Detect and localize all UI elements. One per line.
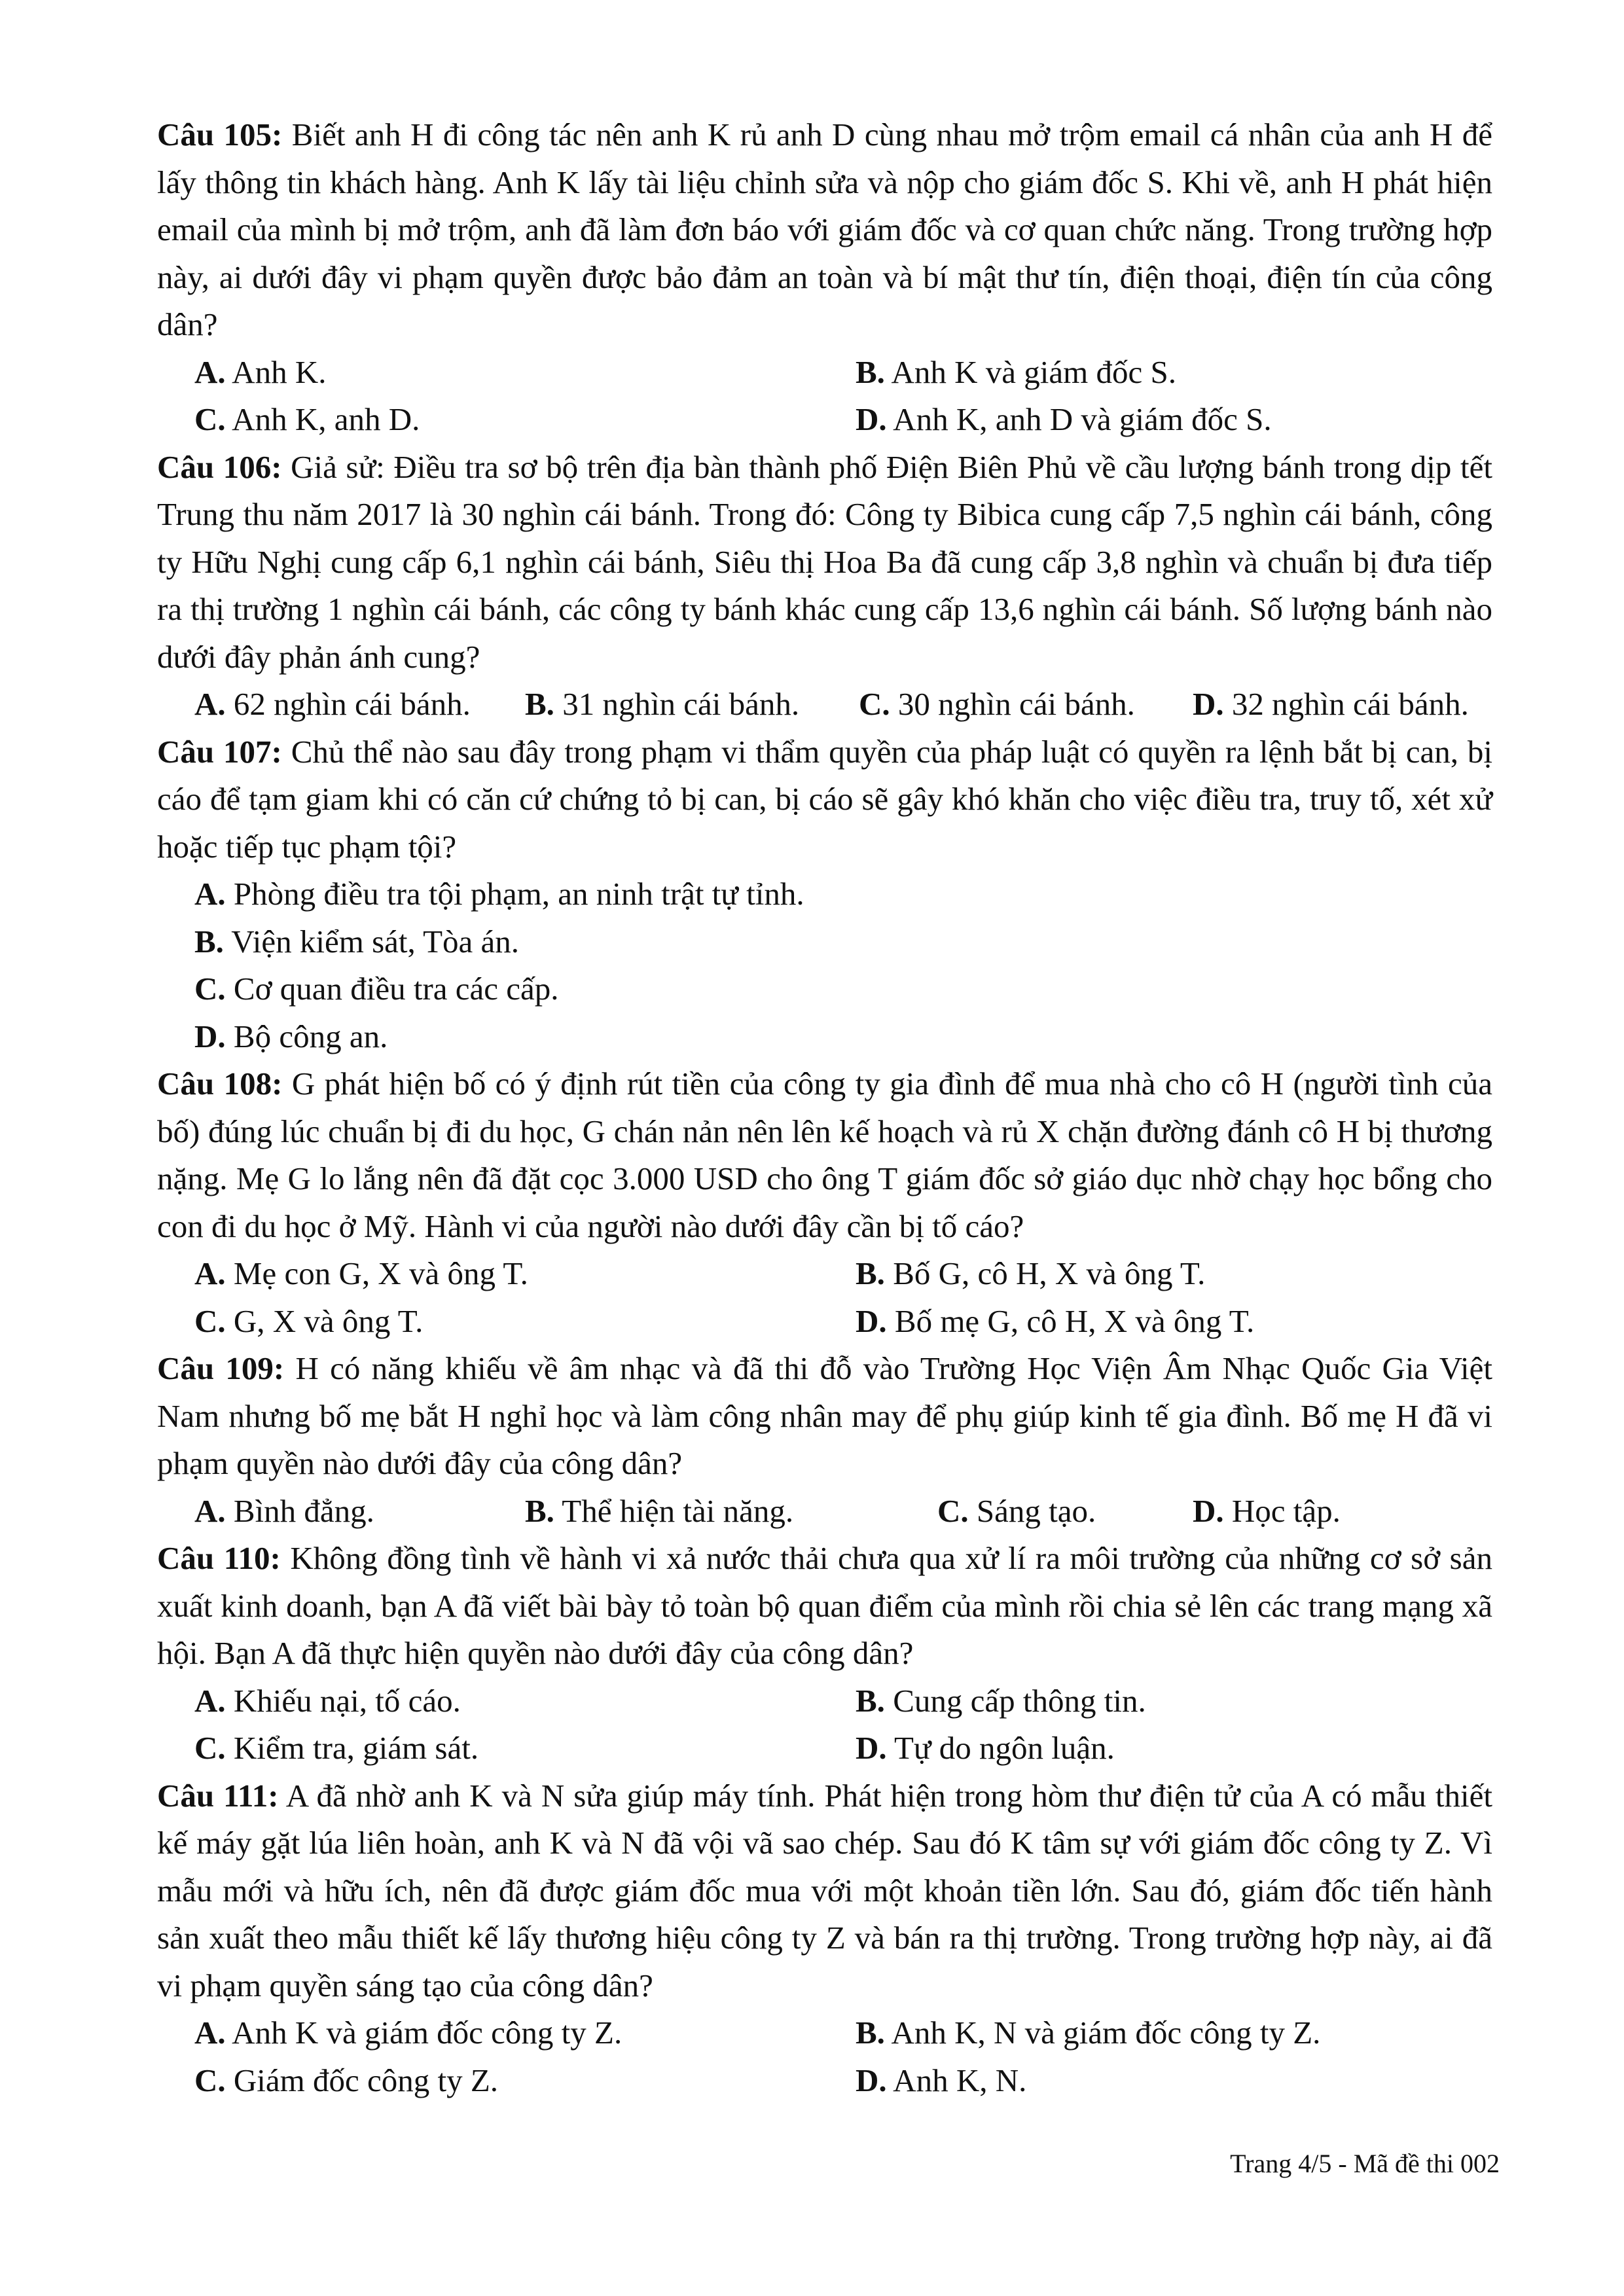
option-letter: A. bbox=[194, 1255, 226, 1291]
question-107 bbox=[157, 728, 1492, 1061]
question-text bbox=[157, 1060, 1492, 1250]
option-text: Sáng tạo. bbox=[968, 1492, 1096, 1529]
question-text bbox=[157, 111, 1492, 349]
option-text: Phòng điều tra tội phạm, an ninh trật tự tỉnh. bbox=[225, 876, 804, 912]
option-text: Kiểm tra, giám sát. bbox=[225, 1730, 479, 1766]
question-body: H có năng khiếu về âm nhạc và đã thi đỗ vào Trường Học Viện Âm Nhạc Quốc Gia Việt Nam nhưng bố mẹ bắt H nghỉ học và làm công nhân may để phụ giúp kinh tế gia đình. Bố mẹ H đã vi phạm quyền nào dưới đây của công dân? bbox=[157, 1350, 1492, 1481]
option-a bbox=[194, 2009, 856, 2057]
option-text: Học tập. bbox=[1223, 1492, 1341, 1529]
option-text: Bố mẹ G, cô H, X và ông T. bbox=[886, 1302, 1255, 1339]
option-letter: C. bbox=[194, 1302, 226, 1339]
options bbox=[157, 349, 1492, 444]
option-letter: B. bbox=[856, 1255, 885, 1291]
option-text: 31 nghìn cái bánh. bbox=[554, 686, 800, 722]
option-a bbox=[194, 870, 1492, 918]
option-letter: A. bbox=[194, 686, 226, 722]
option-text: Anh K, anh D và giám đốc S. bbox=[886, 401, 1272, 437]
option-letter: B. bbox=[856, 2015, 885, 2051]
option-text: 62 nghìn cái bánh. bbox=[225, 686, 471, 722]
option-text: Anh K, N. bbox=[886, 2062, 1027, 2098]
option-text: Anh K và giám đốc S. bbox=[884, 353, 1176, 390]
option-text: Anh K. bbox=[225, 353, 327, 390]
option-text: Giám đốc công ty Z. bbox=[225, 2062, 499, 2098]
option-text: Anh K và giám đốc công ty Z. bbox=[225, 2015, 623, 2051]
option-a bbox=[194, 681, 525, 728]
option-letter: C. bbox=[937, 1492, 969, 1529]
question-body: Giả sử: Điều tra sơ bộ trên địa bàn thành phố Điện Biên Phủ về cầu lượng bánh trong dịp tết Trung thu năm 2017 là 30 nghìn cái bánh. Trong đó: Công ty Bibica cung cấp 7,5 nghìn cái bánh, công ty Hữu Nghị cung cấp 6,1 nghìn cái bánh, Siêu thị Hoa Ba đã cung cấp 3,8 nghìn và chuẩn bị đưa tiếp ra thị trường 1 nghìn cái bánh, các công ty bánh khác cung cấp 13,6 nghìn cái bánh. Số lượng bánh nào dưới đây phản ánh cung? bbox=[157, 448, 1492, 675]
question-105 bbox=[157, 111, 1492, 444]
option-text: Anh K, anh D. bbox=[225, 401, 420, 437]
question-label: Câu 110: bbox=[157, 1540, 281, 1576]
option-letter: D. bbox=[856, 2062, 887, 2098]
question-108 bbox=[157, 1060, 1492, 1345]
option-letter: A. bbox=[194, 1682, 226, 1719]
options bbox=[157, 1250, 1492, 1345]
option-a bbox=[194, 349, 856, 397]
option-c bbox=[194, 2057, 856, 2105]
option-letter: D. bbox=[856, 1302, 887, 1339]
question-label: Câu 107: bbox=[157, 733, 282, 770]
exam-page bbox=[157, 111, 1492, 2104]
option-letter: C. bbox=[859, 686, 890, 722]
question-text bbox=[157, 728, 1492, 871]
option-b bbox=[856, 1677, 1530, 1725]
option-letter: A. bbox=[194, 1492, 226, 1529]
option-letter: B. bbox=[194, 923, 224, 960]
question-109 bbox=[157, 1345, 1492, 1535]
page-footer: Trang 4/5 - Mã đề thi 002 bbox=[1230, 2149, 1500, 2178]
option-text: Bố G, cô H, X và ông T. bbox=[884, 1255, 1206, 1291]
option-text: Bình đẳng. bbox=[225, 1492, 374, 1529]
option-text: Cơ quan điều tra các cấp. bbox=[225, 971, 559, 1007]
option-d bbox=[856, 1298, 1530, 1346]
question-110 bbox=[157, 1535, 1492, 1772]
option-a bbox=[194, 1677, 856, 1725]
option-b bbox=[856, 1250, 1530, 1298]
options bbox=[157, 681, 1492, 728]
options bbox=[157, 1488, 1492, 1535]
option-text: 30 nghìn cái bánh. bbox=[890, 686, 1135, 722]
question-text bbox=[157, 1772, 1492, 2010]
option-text: Mẹ con G, X và ông T. bbox=[225, 1255, 528, 1291]
option-text: Tự do ngôn luận. bbox=[886, 1730, 1115, 1766]
option-b bbox=[525, 681, 859, 728]
question-body: Biết anh H đi công tác nên anh K rủ anh D cùng nhau mở trộm email cá nhân của anh H để lấy thông tin khách hàng. Anh K lấy tài liệu chỉnh sửa và nộp cho giám đốc S. Khi về, anh H phát hiện email của mình bị mở trộm, anh đã làm đơn báo với giám đốc và cơ quan chức năng. Trong trường hợp này, ai dưới đây vi phạm quyền được bảo đảm an toàn và bí mật thư tín, điện thoại, điện tín của công dân? bbox=[157, 117, 1492, 342]
option-a bbox=[194, 1250, 856, 1298]
option-letter: C. bbox=[194, 2062, 226, 2098]
option-letter: D. bbox=[1193, 1492, 1224, 1529]
option-d bbox=[1193, 1488, 1523, 1535]
question-label: Câu 109: bbox=[157, 1350, 285, 1386]
option-text: Bộ công an. bbox=[225, 1018, 388, 1054]
question-body: Chủ thể nào sau đây trong phạm vi thẩm quyền của pháp luật có quyền ra lệnh bắt bị can, bị cáo để tạm giam khi có căn cứ chứng tỏ bị can, bị cáo sẽ gây khó khăn cho việc điều tra, truy tố, xét xử hoặc tiếp tục phạm tội? bbox=[157, 733, 1492, 865]
option-d bbox=[856, 396, 1530, 444]
option-letter: A. bbox=[194, 353, 226, 390]
option-a bbox=[194, 1488, 525, 1535]
question-body: Không đồng tình về hành vi xả nước thải chưa qua xử lí ra môi trường của những cơ sở sản xuất kinh doanh, bạn A đã viết bài bày tỏ toàn bộ quan điểm của mình rồi chia sẻ lên các trang mạng xã hội. Bạn A đã thực hiện quyền nào dưới đây của công dân? bbox=[157, 1540, 1492, 1671]
question-label: Câu 111: bbox=[157, 1777, 279, 1814]
question-106 bbox=[157, 444, 1492, 728]
option-letter: B. bbox=[525, 686, 554, 722]
option-c bbox=[194, 965, 1492, 1013]
question-text bbox=[157, 1535, 1492, 1677]
option-text: Anh K, N và giám đốc công ty Z. bbox=[884, 2015, 1321, 2051]
option-letter: D. bbox=[1193, 686, 1224, 722]
question-body: G phát hiện bố có ý định rút tiền của công ty gia đình để mua nhà cho cô H (người tình của bố) đúng lúc chuẩn bị đi du học, G chán nản nên lên kế hoạch và rủ X chặn đường đánh cô H bị thương nặng. Mẹ G lo lắng nên đã đặt cọc 3.000 USD cho ông T giám đốc sở giáo dục nhờ chạy học bổng cho con đi du học ở Mỹ. Hành vi của người nào dưới đây cần bị tố cáo? bbox=[157, 1066, 1492, 1244]
option-letter: B. bbox=[856, 1682, 885, 1719]
options bbox=[157, 1677, 1492, 1772]
question-111 bbox=[157, 1772, 1492, 2105]
option-letter: D. bbox=[856, 401, 887, 437]
options bbox=[157, 2009, 1492, 2104]
option-d bbox=[194, 1013, 1492, 1061]
option-letter: C. bbox=[194, 401, 226, 437]
option-d bbox=[1193, 681, 1530, 728]
option-letter: C. bbox=[194, 1730, 226, 1766]
option-text: G, X và ông T. bbox=[225, 1302, 424, 1339]
option-c bbox=[859, 681, 1193, 728]
option-c bbox=[194, 1298, 856, 1346]
question-label: Câu 106: bbox=[157, 448, 282, 485]
option-c bbox=[937, 1488, 1193, 1535]
option-d bbox=[856, 1725, 1530, 1772]
option-b bbox=[856, 349, 1530, 397]
option-c bbox=[194, 1725, 856, 1772]
question-body: A đã nhờ anh K và N sửa giúp máy tính. Phát hiện trong hòm thư điện tử của A có mẫu thiết kế máy gặt lúa liên hoàn, anh K và N đã vội vã sao chép. Sau đó K tâm sự với giám đốc công ty Z. Vì mẫu mới và hữu ích, nên đã được giám đốc mua với một khoản tiền lớn. Sau đó, giám đốc tiến hành sản xuất theo mẫu thiết kế lấy thương hiệu công ty Z và bán ra thị trường. Trong trường hợp này, ai đã vi phạm quyền sáng tạo của công dân? bbox=[157, 1777, 1492, 2003]
option-b bbox=[525, 1488, 937, 1535]
option-letter: A. bbox=[194, 876, 226, 912]
option-letter: D. bbox=[856, 1730, 887, 1766]
option-text: Thể hiện tài năng. bbox=[554, 1492, 794, 1529]
option-text: 32 nghìn cái bánh. bbox=[1223, 686, 1469, 722]
option-letter: D. bbox=[194, 1018, 226, 1054]
option-letter: A. bbox=[194, 2015, 226, 2051]
question-label: Câu 108: bbox=[157, 1066, 283, 1102]
option-letter: B. bbox=[856, 353, 885, 390]
option-text: Cung cấp thông tin. bbox=[884, 1682, 1146, 1719]
option-text: Khiếu nại, tố cáo. bbox=[225, 1682, 461, 1719]
option-b bbox=[856, 2009, 1530, 2057]
option-d bbox=[856, 2057, 1530, 2105]
option-letter: B. bbox=[525, 1492, 554, 1529]
question-text bbox=[157, 1345, 1492, 1488]
option-c bbox=[194, 396, 856, 444]
option-text: Viện kiểm sát, Tòa án. bbox=[223, 923, 520, 960]
question-text bbox=[157, 444, 1492, 681]
options bbox=[157, 870, 1492, 1060]
question-label: Câu 105: bbox=[157, 117, 283, 152]
option-b bbox=[194, 918, 1492, 966]
option-letter: C. bbox=[194, 971, 226, 1007]
